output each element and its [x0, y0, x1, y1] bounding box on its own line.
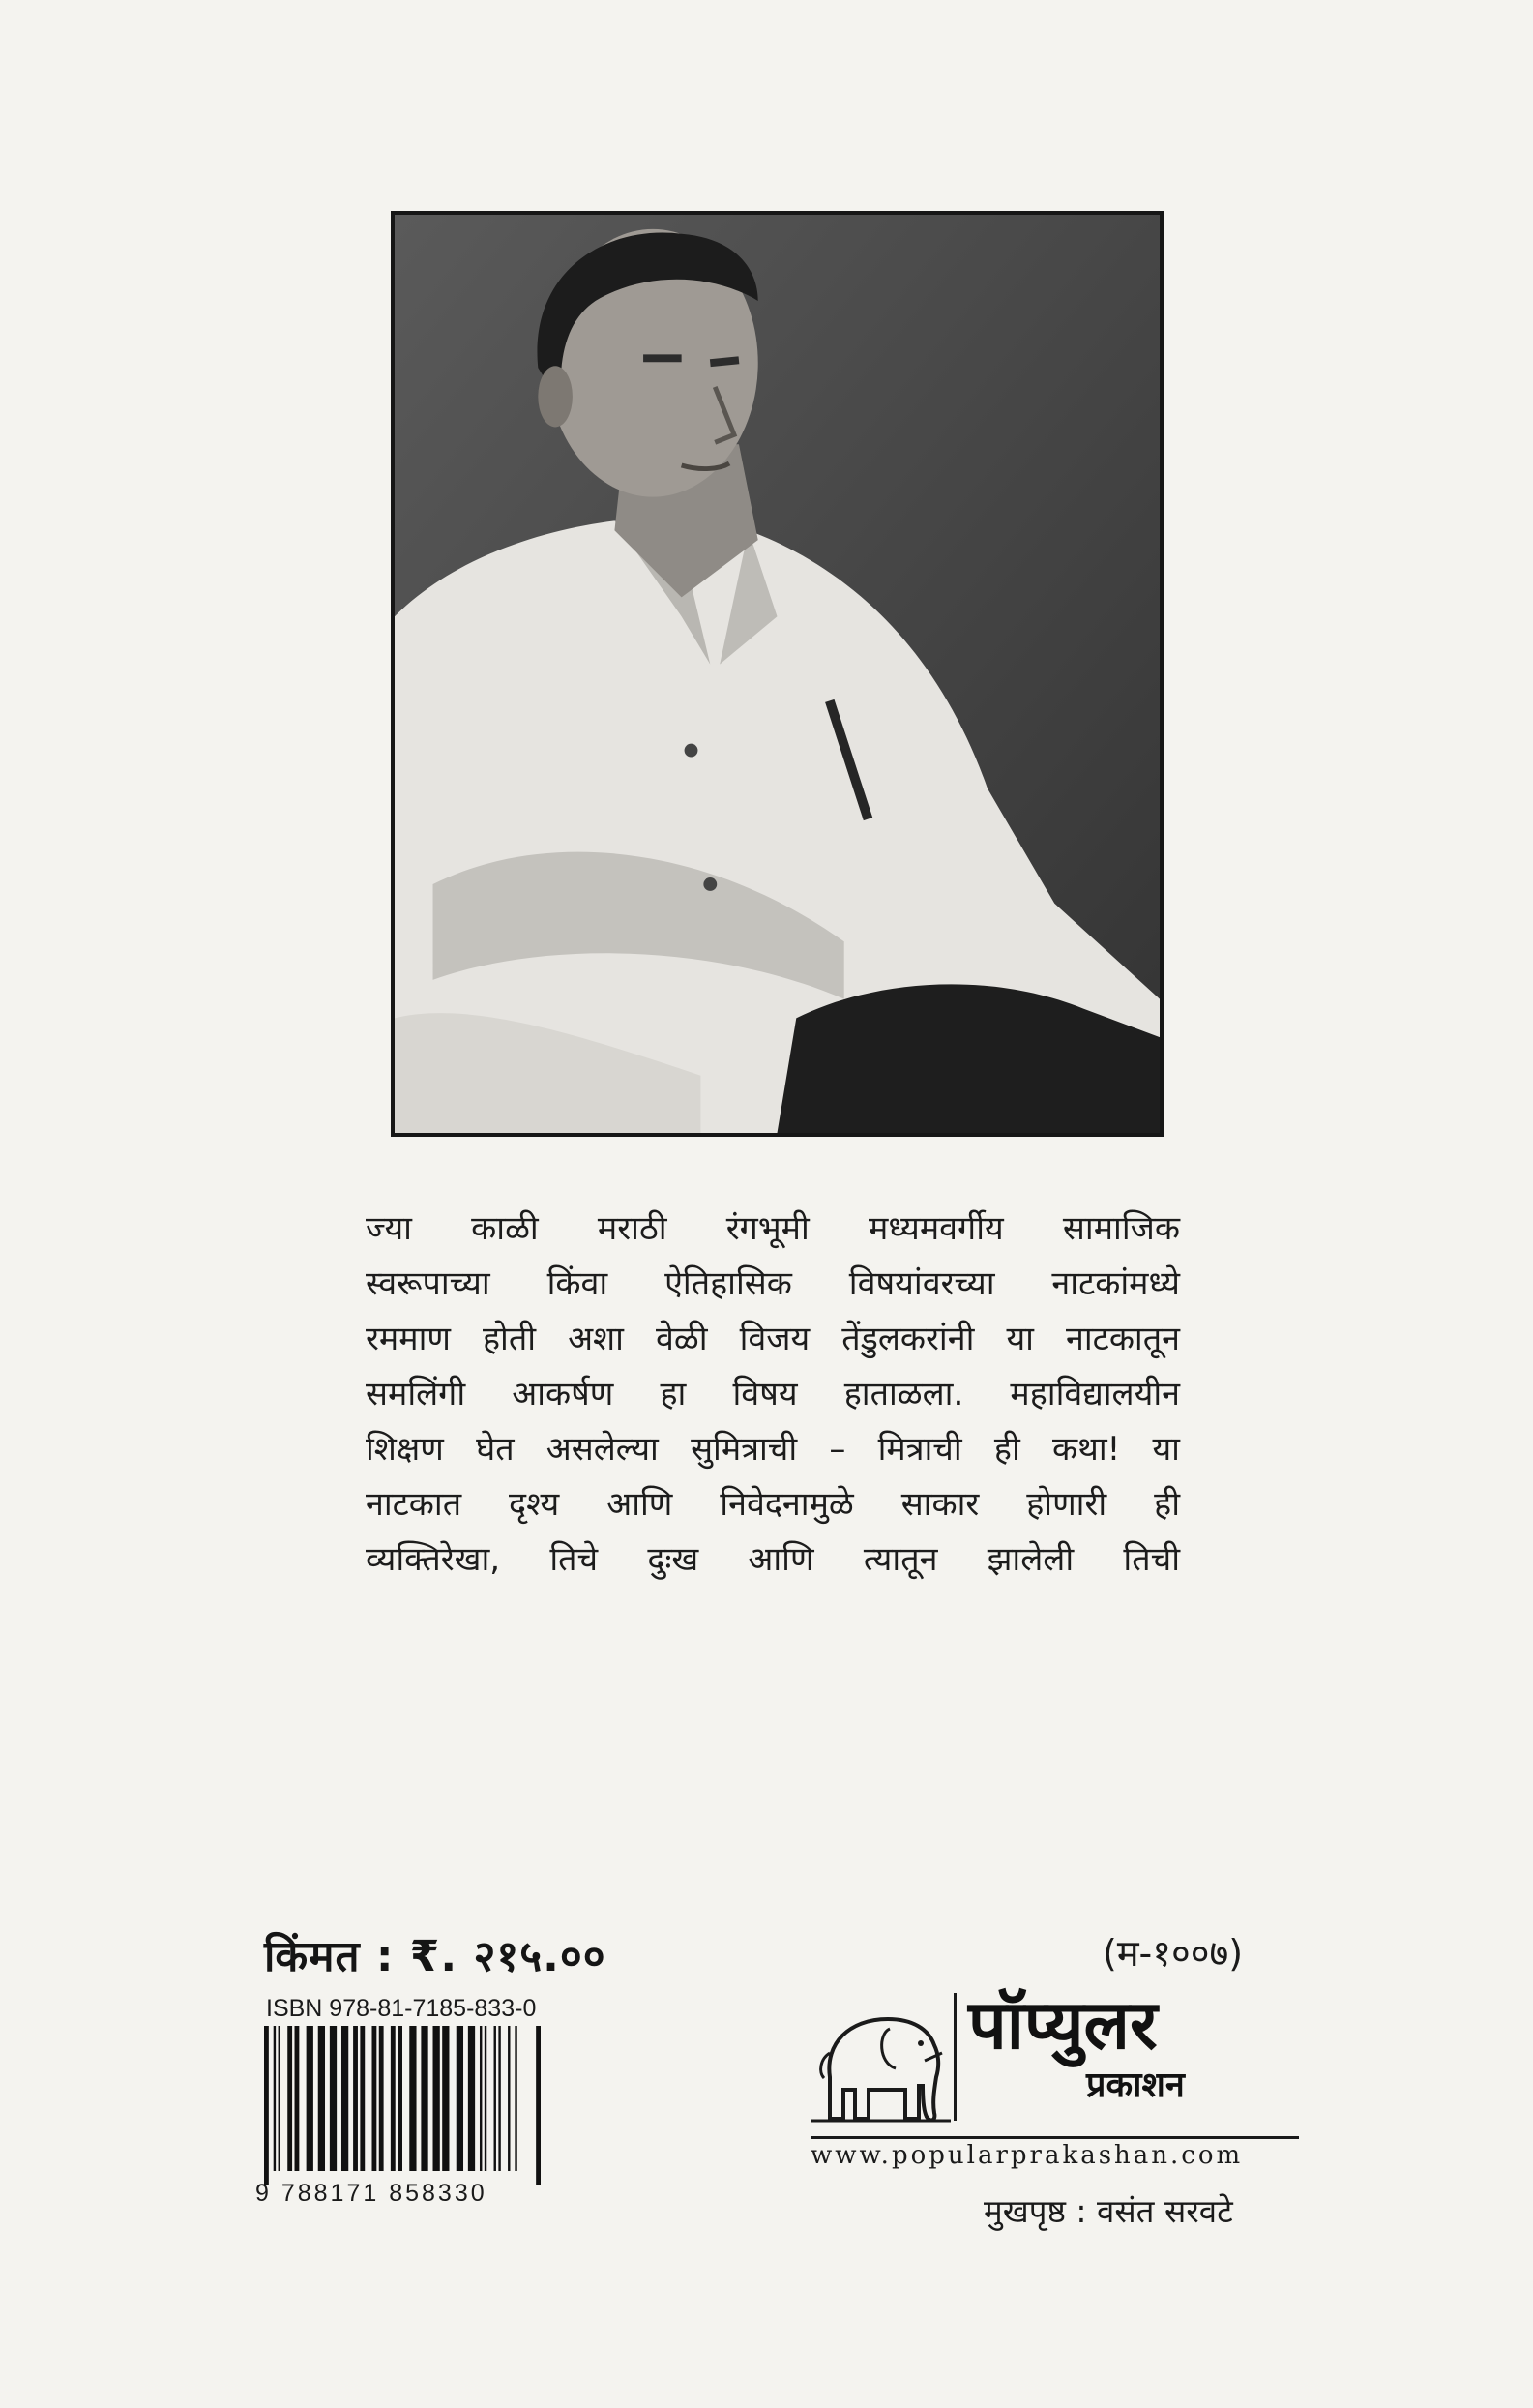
blurb-line: ज्या काळी मराठी रंगभूमी मध्यमवर्गीय सामाजिक — [366, 1209, 1180, 1248]
barcode-bar — [515, 2026, 516, 2171]
blurb-line: शिक्षण घेत असलेल्या सुमित्राची – मित्राची ही कथा! या — [366, 1430, 1180, 1469]
cover-credit: मुखपृष्ठ : वसंत सरवटे — [984, 2192, 1233, 2230]
barcode-bar — [279, 2026, 280, 2171]
logo-divider — [954, 1993, 957, 2121]
blurb-line: नाटकात दृश्य आणि निवेदनामुळे साकार होणारी ही — [366, 1485, 1180, 1524]
author-photo — [391, 211, 1164, 1137]
publisher-sub: प्रकाशन — [1086, 2066, 1185, 2105]
blurb-line: समलिंगी आकर्षण हा विषय हाताळला. महाविद्यालयीन — [366, 1375, 1180, 1413]
elephant-icon — [811, 1985, 951, 2130]
barcode-bar — [353, 2026, 358, 2171]
blurb-line: रममाण होती अशा वेळी विजय तेंडुलकरांनी या नाटकातून — [366, 1320, 1180, 1358]
barcode-bar — [318, 2026, 325, 2171]
barcode — [264, 2026, 541, 2185]
publisher-name: पॉप्युलर — [968, 1985, 1158, 2065]
barcode-bar — [398, 2026, 402, 2171]
barcode-bar — [498, 2026, 500, 2171]
price-label: किंमत : ₹. २१५.०० — [264, 1932, 606, 1981]
barcode-bar — [307, 2026, 313, 2171]
barcode-bar — [341, 2026, 348, 2171]
barcode-bar — [442, 2026, 449, 2171]
barcode-bar — [433, 2026, 440, 2171]
barcode-bar — [508, 2026, 510, 2171]
barcode-bar — [485, 2026, 486, 2171]
isbn-text: ISBN 978-81-7185-833-0 — [266, 1995, 537, 2022]
barcode-bar — [274, 2026, 276, 2171]
back-cover-blurb — [366, 1202, 1180, 1588]
barcode-guard-bar — [264, 2026, 269, 2185]
barcode-bar — [391, 2026, 396, 2171]
barcode-bar — [379, 2026, 384, 2171]
blurb-line: व्यक्तिरेखा, तिचे दुःख आणि त्यातून झालेली तिची — [366, 1540, 1180, 1579]
logo-rule — [811, 2136, 1299, 2139]
barcode-bar — [457, 2026, 463, 2171]
barcode-bar — [371, 2026, 376, 2171]
barcode-bar — [480, 2026, 482, 2171]
publisher-website: www.popularprakashan.com — [811, 2141, 1244, 2170]
barcode-number: 9 788171 858330 — [255, 2180, 487, 2207]
barcode-bar — [494, 2026, 496, 2171]
barcode-bar — [287, 2026, 292, 2171]
barcode-bar — [409, 2026, 416, 2171]
barcode-bar — [360, 2026, 365, 2171]
barcode-guard-bar — [536, 2026, 541, 2185]
barcode-bar — [421, 2026, 427, 2171]
barcode-bar — [295, 2026, 300, 2171]
blurb-line: स्वरूपाच्या किंवा ऐतिहासिक विषयांवरच्या नाटकांमध्ये — [366, 1264, 1180, 1303]
publisher-logo — [811, 1985, 1304, 2130]
barcode-bar — [468, 2026, 475, 2171]
catalog-code: (म-१००७) — [1103, 1932, 1244, 1975]
barcode-bar — [330, 2026, 337, 2171]
